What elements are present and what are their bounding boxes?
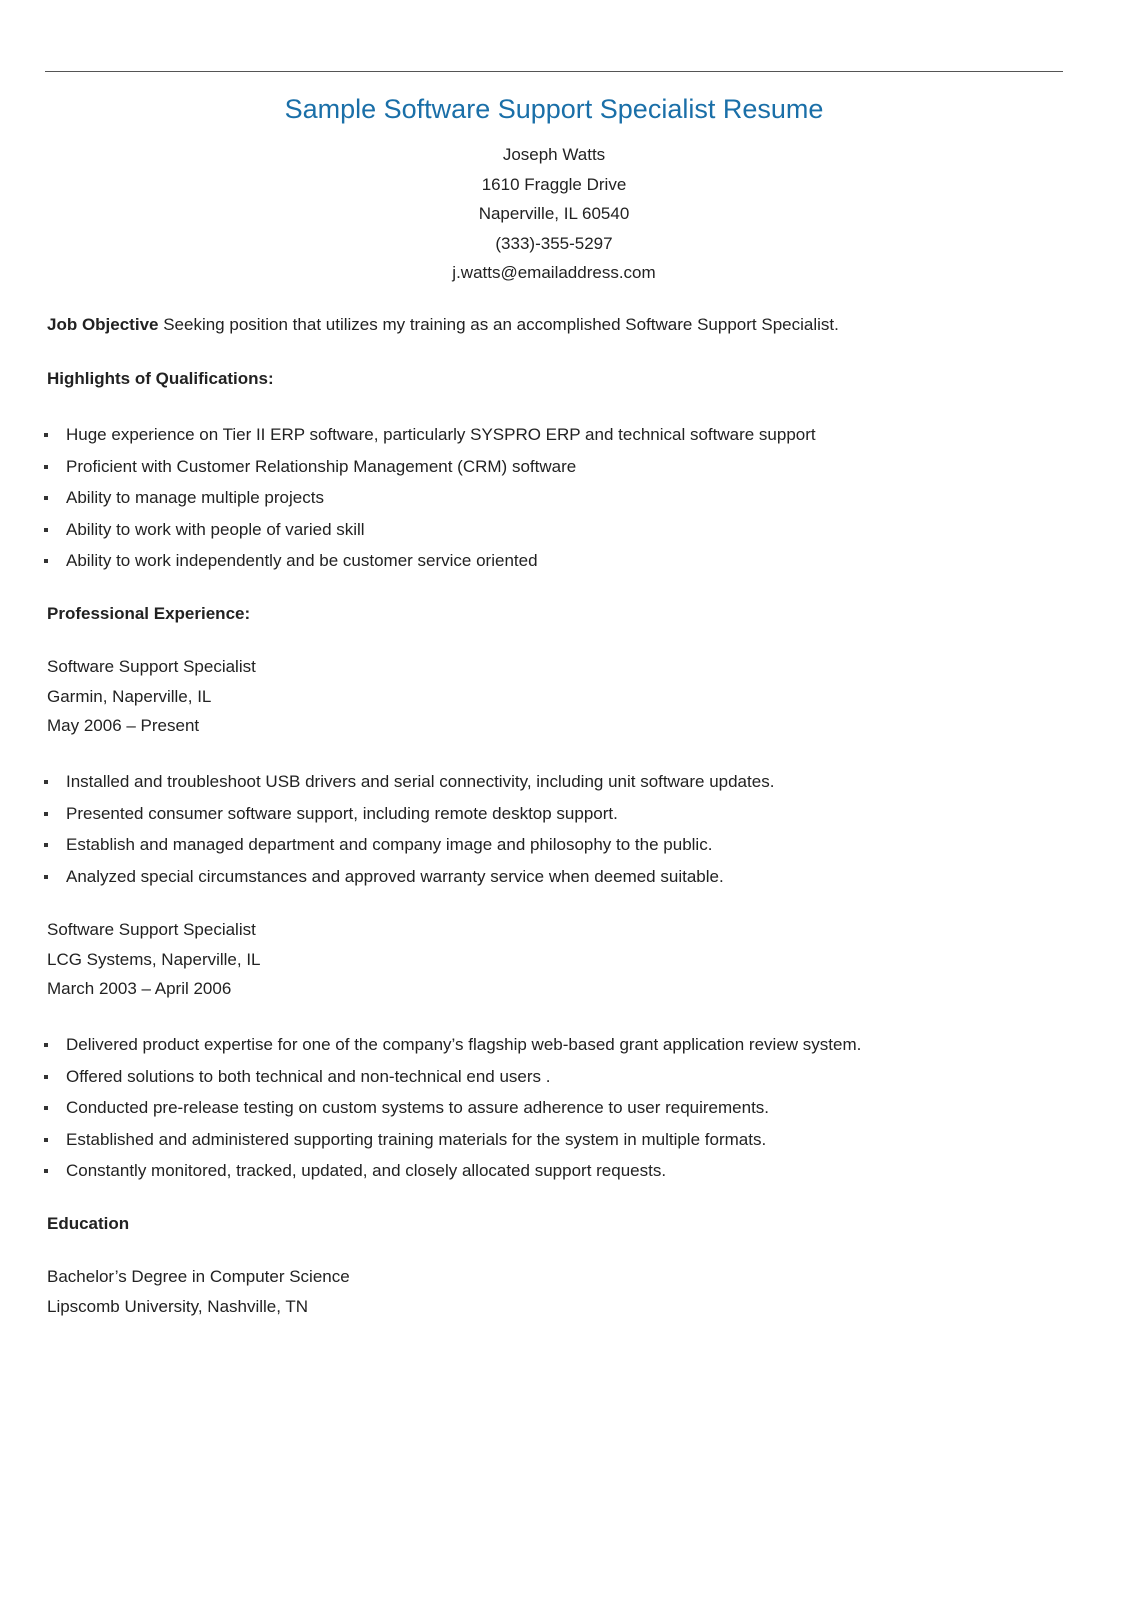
list-item — [0, 487, 816, 519]
highlights-list — [0, 424, 816, 582]
list-item — [0, 456, 816, 488]
contact-city: Naperville, IL 60540 — [478, 204, 630, 224]
list-item-text: Establish and managed department and company image and philosophy to the public. — [66, 835, 713, 855]
job-objective-label: Job Objective — [47, 315, 159, 334]
job-objective-text: Seeking position that utilizes my training as an accomplished Software Support Specialist. — [158, 315, 839, 334]
list-item — [0, 519, 816, 551]
list-item-text: Ability to manage multiple projects — [66, 488, 324, 508]
bullet-icon — [44, 1043, 48, 1047]
list-item-text: Installed and troubleshoot USB drivers and serial connectivity, including unit software updates. — [66, 772, 775, 791]
list-item-text: Huge experience on Tier II ERP software, particularly SYSPRO ERP and technical software support — [66, 425, 816, 444]
job-1-dates: May 2006 – Present — [47, 716, 200, 736]
job-2-dates: March 2003 – April 2006 — [47, 979, 232, 999]
list-item-text: Ability to work independently and be customer service oriented — [66, 551, 538, 571]
list-item-text: Delivered product expertise for one of the company’s flagship web-based grant application review system. — [66, 1035, 862, 1054]
job-2-company: LCG Systems, Naperville, IL — [47, 949, 261, 969]
list-item — [0, 1129, 861, 1161]
job-2-header — [47, 915, 261, 1004]
bullet-icon — [44, 433, 48, 437]
education-heading: Education — [47, 1214, 130, 1233]
contact-block — [0, 140, 1108, 288]
contact-phone: (333)-355-5297 — [495, 233, 613, 253]
contact-email: j.watts@emailaddress.com — [452, 263, 656, 283]
bullet-icon — [44, 780, 48, 784]
experience-heading: Professional Experience: — [47, 604, 251, 623]
list-item-text: Conducted pre-release testing on custom systems to assure adherence to user requirements. — [66, 1098, 770, 1118]
list-item — [0, 803, 774, 835]
list-item — [0, 1097, 861, 1129]
page-title: Sample Software Support Specialist Resume — [284, 94, 824, 124]
job-2-duties — [0, 1034, 861, 1192]
job-2-title: Software Support Specialist — [47, 920, 256, 939]
list-item-text: Presented consumer software support, including remote desktop support. — [66, 803, 618, 823]
job-objective — [47, 314, 839, 336]
list-item — [0, 550, 816, 582]
bullet-icon — [44, 1075, 48, 1079]
list-item-text: Proficient with Customer Relationship Management (CRM) software — [66, 456, 577, 476]
education-block — [47, 1262, 350, 1321]
bullet-icon — [44, 843, 48, 847]
list-item — [0, 1066, 861, 1098]
bullet-icon — [44, 496, 48, 500]
bullet-icon — [44, 812, 48, 816]
job-1-duties — [0, 771, 774, 897]
job-1-header — [47, 652, 256, 741]
list-item-text: Analyzed special circumstances and approved warranty service when deemed suitable. — [66, 866, 724, 886]
list-item-text: Ability to work with people of varied skill — [66, 519, 365, 539]
list-item-text: Established and administered supporting training materials for the system in multiple formats. — [66, 1129, 767, 1149]
list-item — [0, 834, 774, 866]
education-school: Lipscomb University, Nashville, TN — [47, 1296, 309, 1316]
list-item-text: Offered solutions to both technical and non-technical end users . — [66, 1066, 551, 1086]
bullet-icon — [44, 875, 48, 879]
bullet-icon — [44, 1138, 48, 1142]
list-item — [0, 1160, 861, 1192]
bullet-icon — [44, 528, 48, 532]
bullet-icon — [44, 559, 48, 563]
contact-name: Joseph Watts — [502, 145, 606, 164]
bullet-icon — [44, 1169, 48, 1173]
list-item — [0, 424, 816, 456]
job-1-title: Software Support Specialist — [47, 657, 256, 676]
list-item — [0, 1034, 861, 1066]
education-degree: Bachelor’s Degree in Computer Science — [47, 1267, 350, 1286]
top-divider — [45, 71, 1063, 72]
bullet-icon — [44, 465, 48, 469]
list-item — [0, 771, 774, 803]
job-1-company: Garmin, Naperville, IL — [47, 686, 212, 706]
list-item-text: Constantly monitored, tracked, updated, and closely allocated support requests. — [66, 1161, 667, 1181]
list-item — [0, 866, 774, 898]
bullet-icon — [44, 1106, 48, 1110]
contact-street: 1610 Fraggle Drive — [481, 174, 627, 194]
highlights-heading: Highlights of Qualifications: — [47, 369, 274, 388]
